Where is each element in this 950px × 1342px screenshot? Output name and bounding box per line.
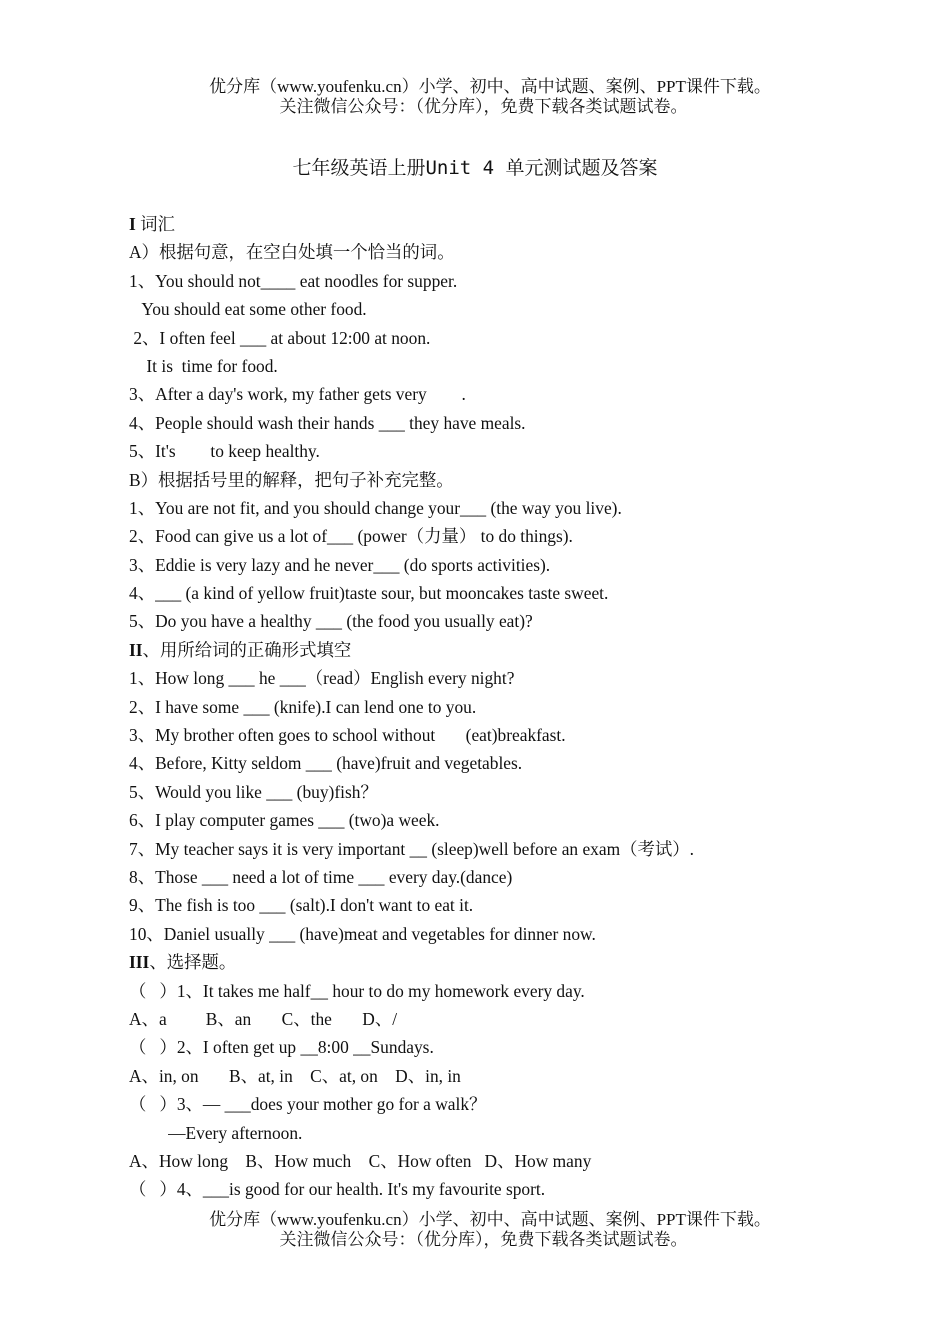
page-header: [0, 77, 950, 117]
question-2-7: 7、My teacher says it is very important __ (sleep)well before an exam（考试）.: [129, 838, 695, 859]
question-2-4: 4、Before, Kitty seldom ___ (have)fruit and vegetables.: [129, 753, 523, 774]
question-a4: 4、People should wash their hands ___ they have meals.: [129, 412, 526, 433]
question-b4: 4、___ (a kind of yellow fruit)taste sour, but mooncakes taste sweet.: [129, 583, 609, 604]
exam-content: [129, 210, 889, 1204]
section-3-numeral: III: [129, 952, 150, 973]
section-1-heading: [129, 210, 889, 238]
question-a2-context: It is time for food.: [129, 355, 278, 376]
footer-line-1: 优分库（www.youfenku.cn）小学、初中、高中试题、案例、PPT课件下载。: [209, 1210, 771, 1229]
question-2-3: 3、My brother often goes to school without (eat)breakfast.: [129, 725, 566, 746]
question-a3: 3、After a day's work, my father gets very .: [129, 384, 466, 405]
question-a5: 5、It's to keep healthy.: [129, 441, 320, 462]
question-a1-context: You should eat some other food.: [129, 299, 367, 320]
question-2-8: 8、Those ___ need a lot of time ___ every day.(dance): [129, 866, 513, 887]
section-3-heading: [129, 948, 889, 976]
question-3-4: （ ）4、___is good for our health. It's my favourite sport.: [129, 1179, 546, 1200]
question-2-10: 10、Daniel usually ___ (have)meat and vegetables for dinner now.: [129, 923, 596, 944]
section-2-title: 、用所给词的正确形式填空: [142, 639, 352, 660]
question-3-3: （ ）3、— ___does your mother go for a walk？: [129, 1094, 487, 1115]
part-a-instruction: A）根据句意，在空白处填一个恰当的词。: [129, 242, 455, 263]
section-2-numeral: II: [129, 639, 143, 660]
section-3-title: 、选择题。: [149, 952, 237, 973]
question-3-2-options: A、in, on B、at, in C、at, on D、in, in: [129, 1065, 461, 1086]
question-2-5: 5、Would you like ___ (buy)fish？: [129, 781, 378, 802]
question-b2: 2、Food can give us a lot of___ (power（力量） to do things).: [129, 526, 573, 547]
question-a2: 2、I often feel ___ at about 12:00 at noon.: [129, 327, 431, 348]
question-2-2: 2、I have some ___ (knife).I can lend one to you.: [129, 696, 477, 717]
question-2-6: 6、I play computer games ___ (two)a week.: [129, 810, 440, 831]
question-3-3-reply: —Every afternoon.: [129, 1122, 303, 1143]
question-b1: 1、You are not fit, and you should change your___ (the way you live).: [129, 497, 622, 518]
header-line-1: 优分库（www.youfenku.cn）小学、初中、高中试题、案例、PPT课件下载。: [209, 77, 771, 96]
question-3-1: （ ）1、It takes me half__ hour to do my homework every day.: [129, 980, 585, 1001]
section-2-heading: [129, 636, 889, 664]
page-footer: [0, 1210, 950, 1250]
question-3-2: （ ）2、I often get up __8:00 __Sundays.: [129, 1037, 434, 1058]
question-3-3-options: A、How long B、How much C、How often D、How many: [129, 1150, 592, 1171]
question-2-9: 9、The fish is too ___ (salt).I don't want to eat it.: [129, 895, 474, 916]
header-line-2: 关注微信公众号：（优分库），免费下载各类试题试卷。: [279, 97, 688, 116]
question-3-1-options: A、a B、an C、the D、/: [129, 1008, 398, 1029]
question-b3: 3、Eddie is very lazy and he never___ (do sports activities).: [129, 554, 551, 575]
question-b5: 5、Do you have a healthy ___ (the food you usually eat)?: [129, 611, 533, 632]
document-title: 七年级英语上册Unit 4 单元测试题及答案: [292, 157, 658, 179]
part-b-instruction: B）根据括号里的解释，把句子补充完整。: [129, 469, 454, 490]
question-a1: 1、You should not____ eat noodles for supper.: [129, 270, 458, 291]
question-2-1: 1、How long ___ he ___（read）English every night?: [129, 668, 515, 689]
section-1-numeral: I: [129, 214, 136, 234]
section-1-title: 词汇: [135, 214, 175, 234]
footer-line-2: 关注微信公众号：（优分库），免费下载各类试题试卷。: [279, 1230, 688, 1249]
